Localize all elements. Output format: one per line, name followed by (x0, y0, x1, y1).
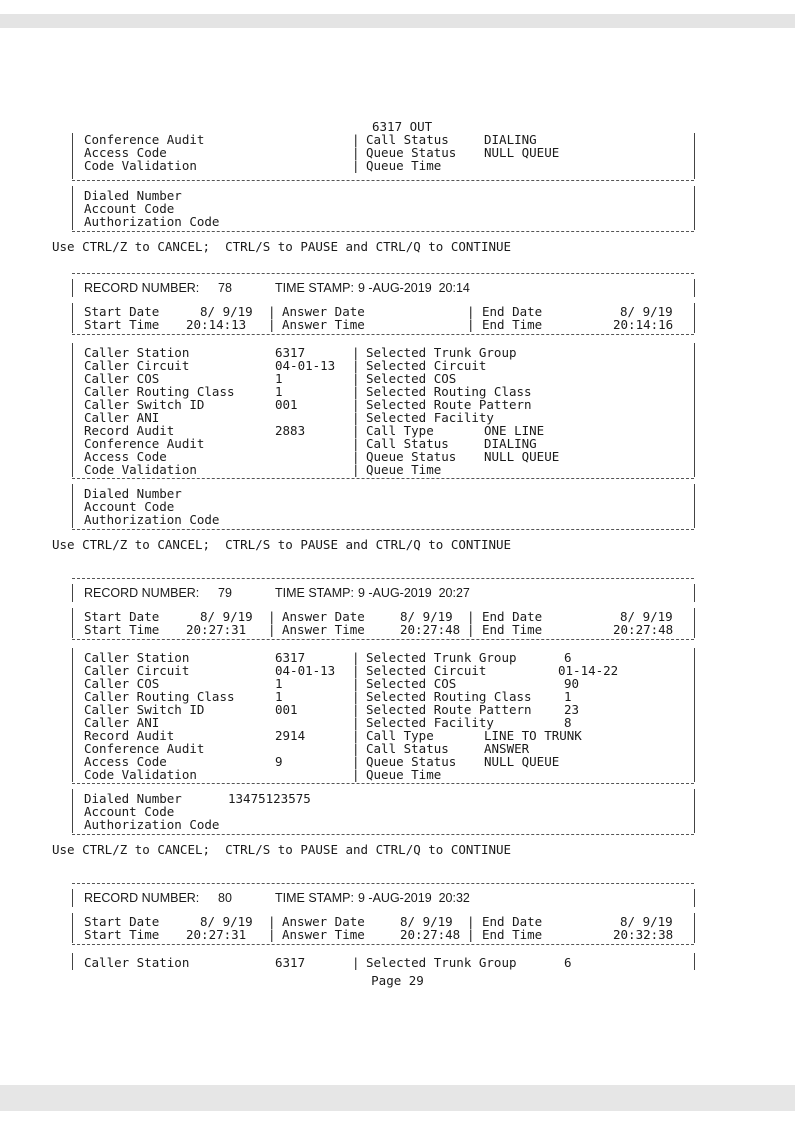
column-separator: | (467, 622, 475, 637)
selected-field-value: 8 (564, 715, 572, 730)
record-number-label: RECORD NUMBER: (84, 586, 200, 600)
answer-time: 20:27:48 (400, 927, 461, 942)
column-separator: | (467, 927, 475, 942)
caller-field-label: Caller Station (84, 345, 190, 360)
scan-top-band (0, 14, 795, 28)
dialed-number-label: Dialed Number (84, 486, 182, 501)
column-separator: | (352, 754, 360, 769)
authorization-code-label: Authorization Code (84, 512, 220, 527)
caller-field-label: Code Validation (84, 767, 197, 782)
start-date: 8/ 9/19 (200, 304, 253, 319)
record-number: 80 (218, 891, 232, 905)
selected-field-label: Selected Trunk Group (366, 345, 517, 360)
column-separator: | (352, 663, 360, 678)
box-left-border (72, 889, 73, 907)
selected-field-label: Selected Facility (366, 715, 494, 730)
top-left-label: Conference Audit (84, 132, 205, 147)
column-separator: | (352, 384, 360, 399)
timestamp: 9 -AUG-2019 20:14 (358, 281, 470, 295)
timestamp-label: TIME STAMP: (275, 281, 354, 295)
caller-field-label: Code Validation (84, 462, 197, 477)
selected-field-label: Selected Routing Class (366, 689, 532, 704)
top-left-label: Code Validation (84, 158, 197, 173)
top-right-label: Queue Status (366, 145, 457, 160)
selected-field-label: Queue Status (366, 449, 457, 464)
caller-field-label: Access Code (84, 449, 167, 464)
answer-time-label: Answer Time (282, 317, 365, 332)
answer-date: 8/ 9/19 (400, 914, 453, 929)
record-mid-rule (72, 334, 694, 335)
caller-field-label: Caller Circuit (84, 663, 190, 678)
column-separator: | (268, 927, 276, 942)
box-left-border (72, 648, 73, 782)
top-right-label: Queue Time (366, 158, 442, 173)
box-left-border (72, 186, 73, 230)
selected-field-label: Selected Circuit (366, 663, 487, 678)
selected-field-label: Selected Facility (366, 410, 494, 425)
caller-field-value: 001 (275, 702, 298, 717)
caller-field-label: Caller COS (84, 676, 160, 691)
caller-field-label: Caller ANI (84, 715, 160, 730)
column-separator: | (352, 676, 360, 691)
column-separator: | (268, 609, 276, 624)
box-right-border (694, 953, 695, 970)
selected-field-value: 23 (564, 702, 580, 717)
account-code-label: Account Code (84, 804, 175, 819)
column-separator: | (268, 304, 276, 319)
selected-field-label: Selected Circuit (366, 358, 487, 373)
record-top-rule (72, 578, 694, 579)
column-separator: | (352, 397, 360, 412)
dial-label: Account Code (84, 201, 175, 216)
record-mid-rule (72, 944, 694, 945)
record-number-label: RECORD NUMBER: (84, 281, 200, 295)
column-separator: | (268, 317, 276, 332)
caller-field-label: Caller Routing Class (84, 384, 235, 399)
column-separator: | (352, 462, 360, 477)
box-right-border (694, 303, 695, 333)
column-separator: | (352, 449, 360, 464)
control-message: Use CTRL/Z to CANCEL; CTRL/S to PAUSE and CTRL/Q to CONTINUE (52, 537, 512, 552)
selected-field-label: Call Type (366, 728, 434, 743)
caller-field-label: Caller Switch ID (84, 702, 205, 717)
box-right-border (694, 133, 695, 179)
box-right-border (694, 186, 695, 230)
dialed-number-label: Dialed Number (84, 791, 182, 806)
record-dial-rule (72, 783, 694, 784)
caller-field-label: Caller Station (84, 650, 190, 665)
dial-label: Dialed Number (84, 188, 182, 203)
end-date-label: End Date (482, 304, 543, 319)
start-time: 20:14:13 (186, 317, 247, 332)
selected-field-label: Queue Time (366, 767, 442, 782)
selected-field-value: NULL QUEUE (484, 449, 560, 464)
dashed-rule (72, 231, 694, 232)
selected-field-value: DIALING (484, 436, 537, 451)
column-separator: | (352, 358, 360, 373)
record-dial-rule (72, 478, 694, 479)
selected-field-label: Call Status (366, 741, 449, 756)
start-time-label: Start Time (84, 927, 160, 942)
selected-field-label: Selected Trunk Group (366, 650, 517, 665)
box-left-border (72, 303, 73, 333)
column-separator: | (352, 702, 360, 717)
caller-field-value: 1 (275, 689, 283, 704)
caller-field-label: Caller Circuit (84, 358, 190, 373)
box-left-border (72, 279, 73, 297)
box-right-border (694, 913, 695, 943)
selected-field-label: Selected Routing Class (366, 384, 532, 399)
caller-field-value: 2883 (275, 423, 306, 438)
column-separator: | (352, 650, 360, 665)
caller-field-label: Caller Switch ID (84, 397, 205, 412)
box-right-border (694, 343, 695, 477)
page-footer: Page 29 (371, 973, 424, 988)
caller-field-value: 6317 (275, 345, 306, 360)
column-separator: | (352, 715, 360, 730)
selected-field-label: Queue Status (366, 754, 457, 769)
start-date-label: Start Date (84, 304, 160, 319)
box-left-border (72, 343, 73, 477)
record-top-rule (72, 273, 694, 274)
column-separator: | (352, 436, 360, 451)
selected-field-label: Call Status (366, 436, 449, 451)
box-right-border (694, 484, 695, 528)
box-right-border (694, 889, 695, 907)
box-left-border (72, 133, 73, 179)
control-message: Use CTRL/Z to CANCEL; CTRL/S to PAUSE and CTRL/Q to CONTINUE (52, 239, 512, 254)
selected-field-value: LINE TO TRUNK (484, 728, 582, 743)
caller-field-label: Record Audit (84, 423, 175, 438)
selected-field-label: Selected COS (366, 371, 457, 386)
box-right-border (694, 608, 695, 638)
answer-time-label: Answer Time (282, 622, 365, 637)
record-mid-rule (72, 639, 694, 640)
control-message: Use CTRL/Z to CANCEL; CTRL/S to PAUSE and CTRL/Q to CONTINUE (52, 842, 512, 857)
box-left-border (72, 484, 73, 528)
caller-field-value: 04-01-13 (275, 663, 336, 678)
end-date: 8/ 9/19 (620, 914, 673, 929)
column-separator: | (467, 304, 475, 319)
top-right-value: NULL QUEUE (484, 145, 560, 160)
extension-line: 6317 OUT (372, 119, 433, 134)
box-right-border (694, 584, 695, 602)
selected-field-label: Call Type (366, 423, 434, 438)
selected-field-value: NULL QUEUE (484, 754, 560, 769)
column-separator: | (268, 914, 276, 929)
caller-field-label: Conference Audit (84, 436, 205, 451)
dial-label: Authorization Code (84, 214, 220, 229)
caller-field-value: 1 (275, 676, 283, 691)
timestamp-label: TIME STAMP: (275, 586, 354, 600)
selected-field-label: Selected Trunk Group (366, 955, 517, 970)
box-left-border (72, 608, 73, 638)
caller-field-label: Record Audit (84, 728, 175, 743)
column-separator: | (352, 158, 360, 173)
column-separator: | (352, 371, 360, 386)
selected-field-label: Selected Route Pattern (366, 397, 532, 412)
record-number: 78 (218, 281, 232, 295)
caller-field-label: Caller COS (84, 371, 160, 386)
timestamp-label: TIME STAMP: (275, 891, 354, 905)
selected-field-label: Selected Route Pattern (366, 702, 532, 717)
timestamp: 9 -AUG-2019 20:32 (358, 891, 470, 905)
caller-field-value: 6317 (275, 650, 306, 665)
column-separator: | (352, 132, 360, 147)
answer-date-label: Answer Date (282, 304, 365, 319)
selected-field-value: 01-14-22 (558, 663, 619, 678)
column-separator: | (352, 741, 360, 756)
column-separator: | (352, 145, 360, 160)
dashed-rule (72, 180, 694, 181)
caller-field-value: 001 (275, 397, 298, 412)
column-separator: | (352, 728, 360, 743)
start-time: 20:27:31 (186, 927, 247, 942)
start-time: 20:27:31 (186, 622, 247, 637)
end-date: 8/ 9/19 (620, 609, 673, 624)
column-separator: | (467, 914, 475, 929)
caller-field-label: Caller Routing Class (84, 689, 235, 704)
column-separator: | (352, 423, 360, 438)
box-left-border (72, 913, 73, 943)
box-right-border (694, 789, 695, 833)
caller-field-value: 1 (275, 371, 283, 386)
caller-field-label: Access Code (84, 754, 167, 769)
start-date-label: Start Date (84, 914, 160, 929)
column-separator: | (467, 609, 475, 624)
top-right-value: DIALING (484, 132, 537, 147)
column-separator: | (352, 955, 360, 970)
start-date-label: Start Date (84, 609, 160, 624)
scan-bottom-band (0, 1085, 795, 1111)
column-separator: | (268, 622, 276, 637)
caller-field-label: Conference Audit (84, 741, 205, 756)
answer-time-label: Answer Time (282, 927, 365, 942)
box-left-border (72, 584, 73, 602)
start-time-label: Start Time (84, 622, 160, 637)
caller-field-value: 2914 (275, 728, 306, 743)
column-separator: | (467, 317, 475, 332)
caller-field-label: Caller Station (84, 955, 190, 970)
selected-field-value: 90 (564, 676, 580, 691)
selected-field-value: ANSWER (484, 741, 530, 756)
answer-date: 8/ 9/19 (400, 609, 453, 624)
end-date: 8/ 9/19 (620, 304, 673, 319)
end-time: 20:27:48 (613, 622, 674, 637)
box-left-border (72, 953, 73, 970)
record-top-rule (72, 883, 694, 884)
selected-field-value: 6 (564, 955, 572, 970)
column-separator: | (352, 345, 360, 360)
timestamp: 9 -AUG-2019 20:27 (358, 586, 470, 600)
selected-field-label: Queue Time (366, 462, 442, 477)
top-left-label: Access Code (84, 145, 167, 160)
end-time-label: End Time (482, 622, 543, 637)
record-number: 79 (218, 586, 232, 600)
dialed-number: 13475123575 (228, 791, 311, 806)
column-separator: | (352, 410, 360, 425)
record-bottom-rule (72, 834, 694, 835)
selected-field-value: 1 (564, 689, 572, 704)
column-separator: | (352, 767, 360, 782)
record-number-label: RECORD NUMBER: (84, 891, 200, 905)
box-right-border (694, 648, 695, 782)
top-right-label: Call Status (366, 132, 449, 147)
caller-field-value: 1 (275, 384, 283, 399)
answer-date-label: Answer Date (282, 609, 365, 624)
selected-field-label: Selected COS (366, 676, 457, 691)
start-time-label: Start Time (84, 317, 160, 332)
column-separator: | (352, 689, 360, 704)
record-bottom-rule (72, 529, 694, 530)
caller-field-label: Caller ANI (84, 410, 160, 425)
caller-field-value: 9 (275, 754, 283, 769)
account-code-label: Account Code (84, 499, 175, 514)
start-date: 8/ 9/19 (200, 609, 253, 624)
end-time: 20:14:16 (613, 317, 674, 332)
start-date: 8/ 9/19 (200, 914, 253, 929)
end-date-label: End Date (482, 609, 543, 624)
end-time-label: End Time (482, 317, 543, 332)
end-date-label: End Date (482, 914, 543, 929)
box-right-border (694, 279, 695, 297)
answer-time: 20:27:48 (400, 622, 461, 637)
end-time: 20:32:38 (613, 927, 674, 942)
selected-field-value: 6 (564, 650, 572, 665)
selected-field-value: ONE LINE (484, 423, 545, 438)
end-time-label: End Time (482, 927, 543, 942)
box-left-border (72, 789, 73, 833)
authorization-code-label: Authorization Code (84, 817, 220, 832)
caller-field-value: 04-01-13 (275, 358, 336, 373)
caller-field-value: 6317 (275, 955, 306, 970)
answer-date-label: Answer Date (282, 914, 365, 929)
